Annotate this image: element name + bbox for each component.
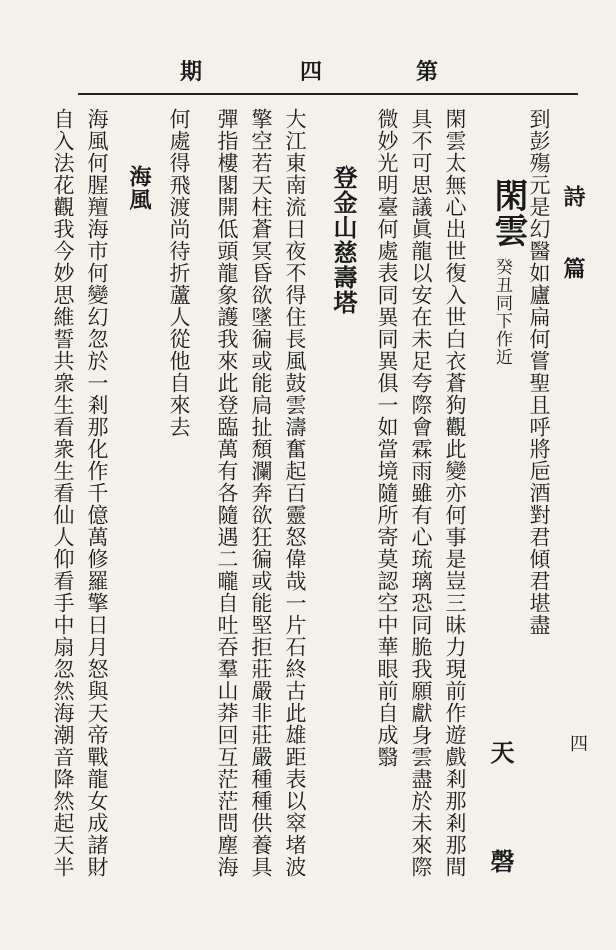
- poem3-line: 自入法花觀我今妙思維誓共衆生看衆生看仙人仰看手中扇忽然海潮音降然起天半: [51, 108, 75, 878]
- poem1-line: 微妙光明臺何處表同異同異俱一如當境隨所寄莫認空中華眼前自成翳: [375, 108, 399, 768]
- header-rule: [78, 93, 578, 95]
- poem3-title: 海風: [126, 165, 152, 211]
- section-label: 詩 篇: [560, 185, 586, 291]
- poem0-tail: 到彭殤元是幻醫如廬扁何嘗聖且呼將巵酒對君傾君堪盡: [527, 108, 551, 636]
- poem1-line: 具不可思議眞龍以安在未足夸際會霖雨雖有心琉璃恐同脆我願獻身雲盡於未來際: [409, 108, 433, 878]
- poem1-subtitle: 癸丑同下作近: [492, 258, 512, 366]
- poem2-line: 擎空若天柱蒼冥昏欲墜徧或能扃扯頹瀾奔欲狂徧或能堅拒莊嚴非莊嚴種種供養具: [249, 108, 273, 878]
- issue-label: [180, 55, 440, 85]
- page-number: 四: [570, 734, 588, 755]
- poem2-line: 何處得飛渡尚待折蘆人從他自來去: [167, 108, 191, 438]
- poem3-line: 海風何腥羶海市何變幻忽於一剎那化作千億萬修羅擎日月怒與天帝戰龍女成諸財: [85, 108, 109, 878]
- poem1-author: 天 磬: [486, 740, 515, 901]
- poem1-line: 閑雲太無心出世復入世白衣蒼狗觀此變亦何事是豈三昧力現前作遊戲剎那剎那間: [443, 108, 467, 878]
- issue-num: 四: [300, 59, 323, 85]
- poem2-line: 彈指樓閣開低頭龍象護我來此登臨萬有各隨遇二曨自吐吞羣山莽回互茫茫問塵海: [215, 108, 239, 878]
- poem2-line: 大江東南流日夜不得住長風鼓雲濤奮起百靈怒偉哉一片石終古此雄距表以窣堵波: [283, 108, 307, 878]
- issue-qi: 期: [180, 59, 203, 85]
- poem2-title: 登金山慈壽塔: [329, 165, 358, 315]
- poem1-title: 閑雲: [488, 178, 528, 248]
- issue-di: 第: [416, 59, 439, 85]
